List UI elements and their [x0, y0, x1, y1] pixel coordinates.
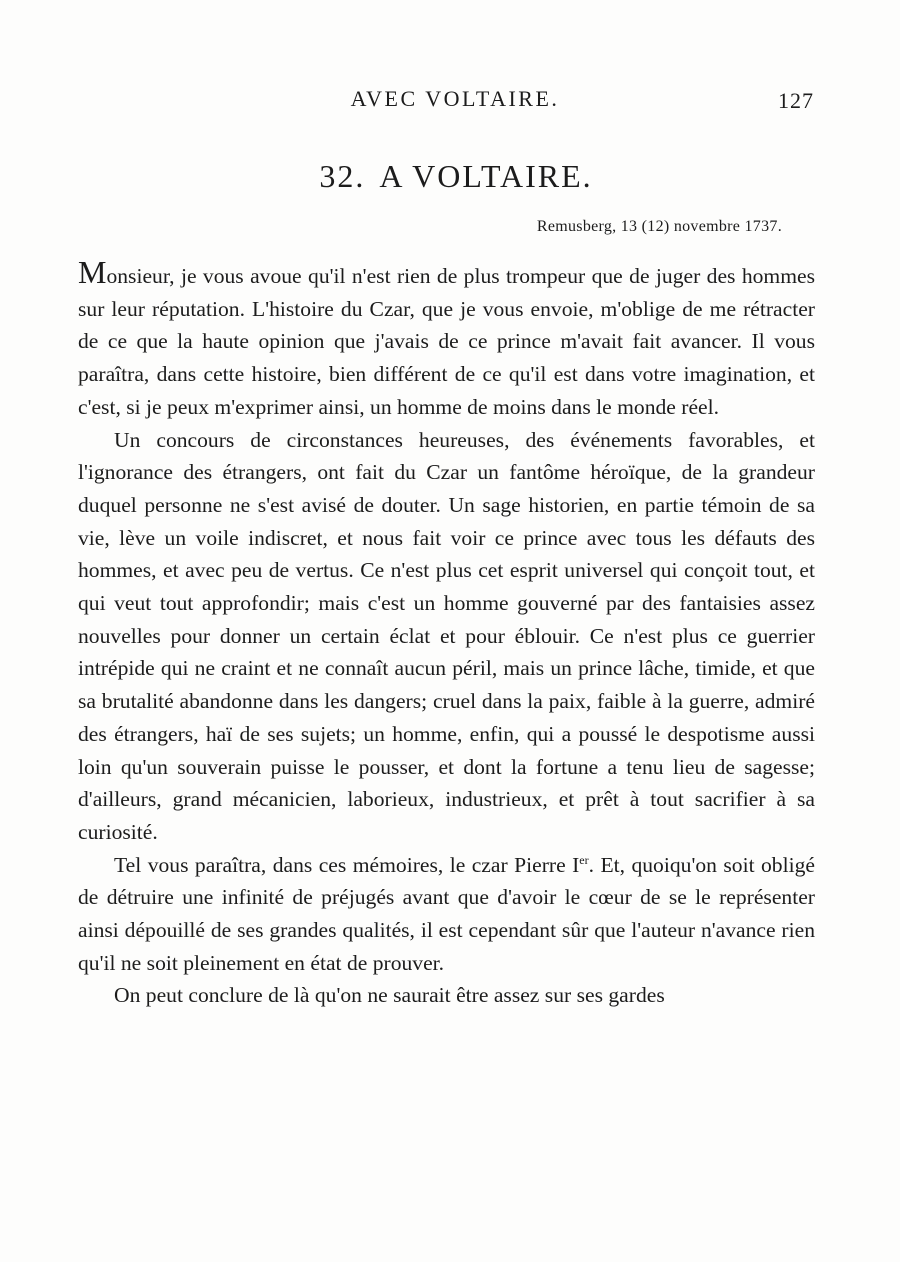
- paragraph-3-text-b: . Et, quoiqu'on soit obligé de détruire une infinité de préjugés avant que d'avoir le cœur de se le représenter ainsi dépouillé de ses grandes qualités, il est cependant sûr que l'auteur n'avance rien qu'il ne soit pleinement en état de prouver.: [78, 852, 815, 975]
- paragraph-2: Un concours de circonstances heureuses, des événements favorables, et l'ignorance des étrangers, ont fait du Czar un fantôme héroïque, de la grandeur duquel personne ne s'est avisé de douter. Un sage historien, en partie témoin de sa vie, lève un voile indiscret, et nous fait voir ce prince avec tous les défauts des hommes, et avec peu de vertus. Ce n'est plus cet esprit universel qui conçoit tout, et qui veut tout approfondir; mais c'est un homme gouverné par des fantaisies assez nouvelles pour donner un certain éclat et pour éblouir. Ce n'est plus ce guerrier intrépide qui ne craint et ne connaît aucun péril, mais un prince lâche, timide, et que sa brutalité abandonne dans les dangers; cruel dans la paix, faible à la guerre, admiré des étrangers, haï de ses sujets; un homme, enfin, qui a poussé le despotisme aussi loin qu'un souverain puisse le pousser, et dont la fortune a tenu lieu de sagesse; d'ailleurs, grand mécanicien, laborieux, industrieux, et prêt à tout sacrifier à sa curiosité.: [78, 427, 815, 844]
- letter-title: [0, 158, 900, 195]
- letter-number: 32.: [319, 158, 366, 194]
- paragraph-3-text-a: Tel vous paraîtra, dans ces mémoires, le czar Pierre I: [114, 852, 580, 877]
- ordinal-superscript: er: [579, 852, 589, 867]
- running-head: AVEC VOLTAIRE.: [350, 86, 560, 111]
- paragraph-1-text: onsieur, je vous avoue qu'il n'est rien de plus trompeur que de juger des hommes sur leur réputation. L'histoire du Czar, que je vous envoie, m'oblige de me rétracter de ce que la haute opinion que j'avais de ce prince m'avait fait avancer. Il vous paraîtra, dans cette histoire, bien différent de ce qu'il est dans votre imagination, et c'est, si je peux m'exprimer ainsi, un homme de moins dans le monde réel.: [78, 264, 815, 419]
- dateline: Remusberg, 13 (12) novembre 1737.: [536, 218, 782, 235]
- page-number: 127: [778, 88, 814, 113]
- paragraph-4: On peut conclure de là qu'on ne saurait être assez sur ses gardes: [114, 983, 665, 1008]
- letter-body: [78, 254, 815, 1012]
- paragraph-3: [78, 849, 815, 980]
- letter-heading: A VOLTAIRE.: [379, 158, 593, 194]
- paragraph-1: [78, 254, 815, 424]
- drop-initial: M: [78, 254, 107, 290]
